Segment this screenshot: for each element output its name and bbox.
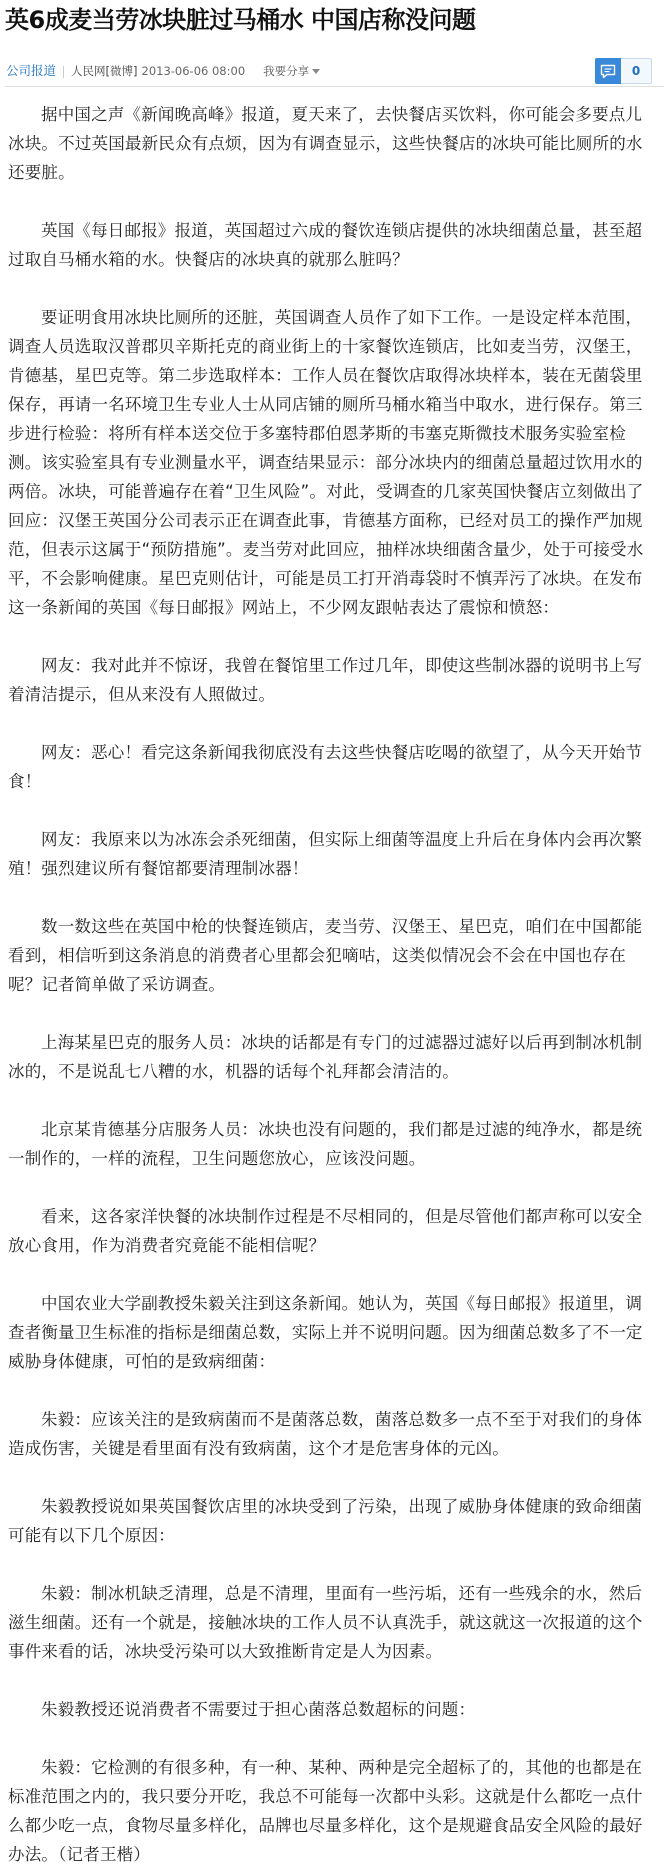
paragraph: 网友：恶心！看完这条新闻我彻底没有去这些快餐店吃喝的欲望了，从今天开始节食！ — [8, 743, 643, 791]
paragraph: 要证明食用冰块比厕所的还脏，英国调查人员作了如下工作。一是设定样本范围，调查人员选取汉普郡贝辛斯托克的商业街上的十家餐饮连锁店，比如麦当劳，汉堡王，肯德基，星巴克等。第二步选取样本：工作人员在餐饮店取得冰块样本，装在无菌袋里保存，再请一名环境卫生专业人士从同店铺的厕所马桶水箱当中取水，进行保存。第三步进行检验：将所有样本送交位于多塞特郡伯恩茅斯的韦塞克斯微技术服务实验室检测。该实验室具有专业测量水平，调查结果显示：部分冰块内的细菌总量超过饮用水的两倍。冰块，可能普遍存在着“卫生风险”。对此，受调查的几家英国快餐店立刻做出了回应：汉堡王英国分公司表示正在调查此事，肯德基方面称，已经对员工的操作严加规范，但表示这属于“预防措施”。麦当劳对此回应，抽样冰块细菌含量少，处于可接受水平，不会影响健康。星巴克则估计，可能是员工打开消毒袋时不慎弄污了冰块。在发布这一条新闻的英国《每日邮报》网站上，不少网友跟帖表达了震惊和愤怒： — [8, 308, 644, 617]
source-site: 人民网 — [71, 64, 106, 78]
article-body — [0, 86, 669, 1869]
paragraph: 上海某星巴克的服务人员：冰块的话都是有专门的过滤器过滤好以后再到制冰机制冰的，不是说乱七八糟的水，机器的话每个礼拜都会清洁的。 — [8, 1033, 643, 1081]
paragraph: 数一数这些在英国中枪的快餐连锁店，麦当劳、汉堡王、星巴克，咱们在中国都能看到，相信听到这条消息的消费者心里都会犯嘀咕，这类似情况会不会在中国也存在呢？记者简单做了采访调查。 — [8, 917, 643, 994]
paragraph: 网友：我对此并不惊讶，我曾在餐馆里工作过几年，即使这些制冰器的说明书上写着清洁提示，但从来没有人照做过。 — [8, 656, 643, 704]
paragraph: 朱毅教授说如果英国餐饮店里的冰块受到了污染，出现了威胁身体健康的致命细菌可能有以下几个原因： — [8, 1497, 643, 1545]
share-button[interactable] — [263, 64, 320, 78]
article-meta — [6, 58, 320, 84]
paragraph: 中国农业大学副教授朱毅关注到这条新闻。她认为，英国《每日邮报》报道里，调查者衡量卫生标准的指标是细菌总数，实际上并不说明问题。因为细菌总数多了不一定威胁身体健康，可怕的是致病细菌： — [8, 1294, 643, 1371]
weibo-link[interactable]: [微博] — [105, 64, 138, 78]
paragraph: 朱毅：应该关注的是致病菌而不是菌落总数，菌落总数多一点不至于对我们的身体造成伤害，关键是看里面有没有致病菌，这个才是危害身体的元凶。 — [8, 1410, 643, 1458]
comment-button[interactable] — [595, 58, 652, 84]
share-label: 我要分享 — [263, 64, 310, 78]
paragraph: 朱毅教授还说消费者不需要过于担心菌落总数超标的问题： — [41, 1700, 476, 1719]
chevron-down-icon — [312, 69, 320, 74]
comment-count: 0 — [621, 58, 652, 84]
channel-link[interactable]: 公司报道 — [6, 63, 57, 78]
article-title: 英6成麦当劳冰块脏过马桶水 中国店称没问题 — [5, 6, 476, 34]
comment-icon — [595, 58, 621, 84]
paragraph: 据中国之声《新闻晚高峰》报道，夏天来了，去快餐店买饮料，你可能会多要点儿冰块。不过英国最新民众有点烦，因为有调查显示，这些快餐店的冰块可能比厕所的水还要脏。 — [8, 105, 643, 182]
paragraph: 看来，这各家洋快餐的冰块制作过程是不尽相同的，但是尽管他们都声称可以安全放心食用，作为消费者究竟能不能相信呢？ — [8, 1207, 643, 1255]
paragraph: 北京某肯德基分店服务人员：冰块也没有问题的，我们都是过滤的纯净水，都是统一制作的，一样的流程，卫生问题您放心，应该没问题。 — [8, 1120, 643, 1168]
meta-divider — [63, 66, 64, 78]
publish-time: 2013-06-06 08:00 — [141, 64, 246, 78]
paragraph: 朱毅：它检测的有很多种，有一种、某种、两种是完全超标了的，其他的也都是在标准范围之内的，我只要分开吃，我总不可能每一次都中头彩。这就是什么都吃一点什么都少吃一点，食物尽量多样化，品牌也尽量多样化，这个是规避食品安全风险的最好办法。（记者王楷） — [8, 1758, 643, 1864]
paragraph: 网友：我原来以为冰冻会杀死细菌，但实际上细菌等温度上升后在身体内会再次繁殖！强烈建议所有餐馆都要清理制冰器！ — [8, 830, 643, 878]
paragraph: 英国《每日邮报》报道，英国超过六成的餐饮连锁店提供的冰块细菌总量，甚至超过取自马桶水箱的水。快餐店的冰块真的就那么脏吗？ — [8, 221, 643, 269]
paragraph: 朱毅：制冰机缺乏清理，总是不清理，里面有一些污垢，还有一些残余的水，然后滋生细菌。还有一个就是，接触冰块的工作人员不认真洗手，就这就这一次报道的这个事件来看的话，冰块受污染可以大致推断肯定是人为因素。 — [8, 1584, 643, 1661]
